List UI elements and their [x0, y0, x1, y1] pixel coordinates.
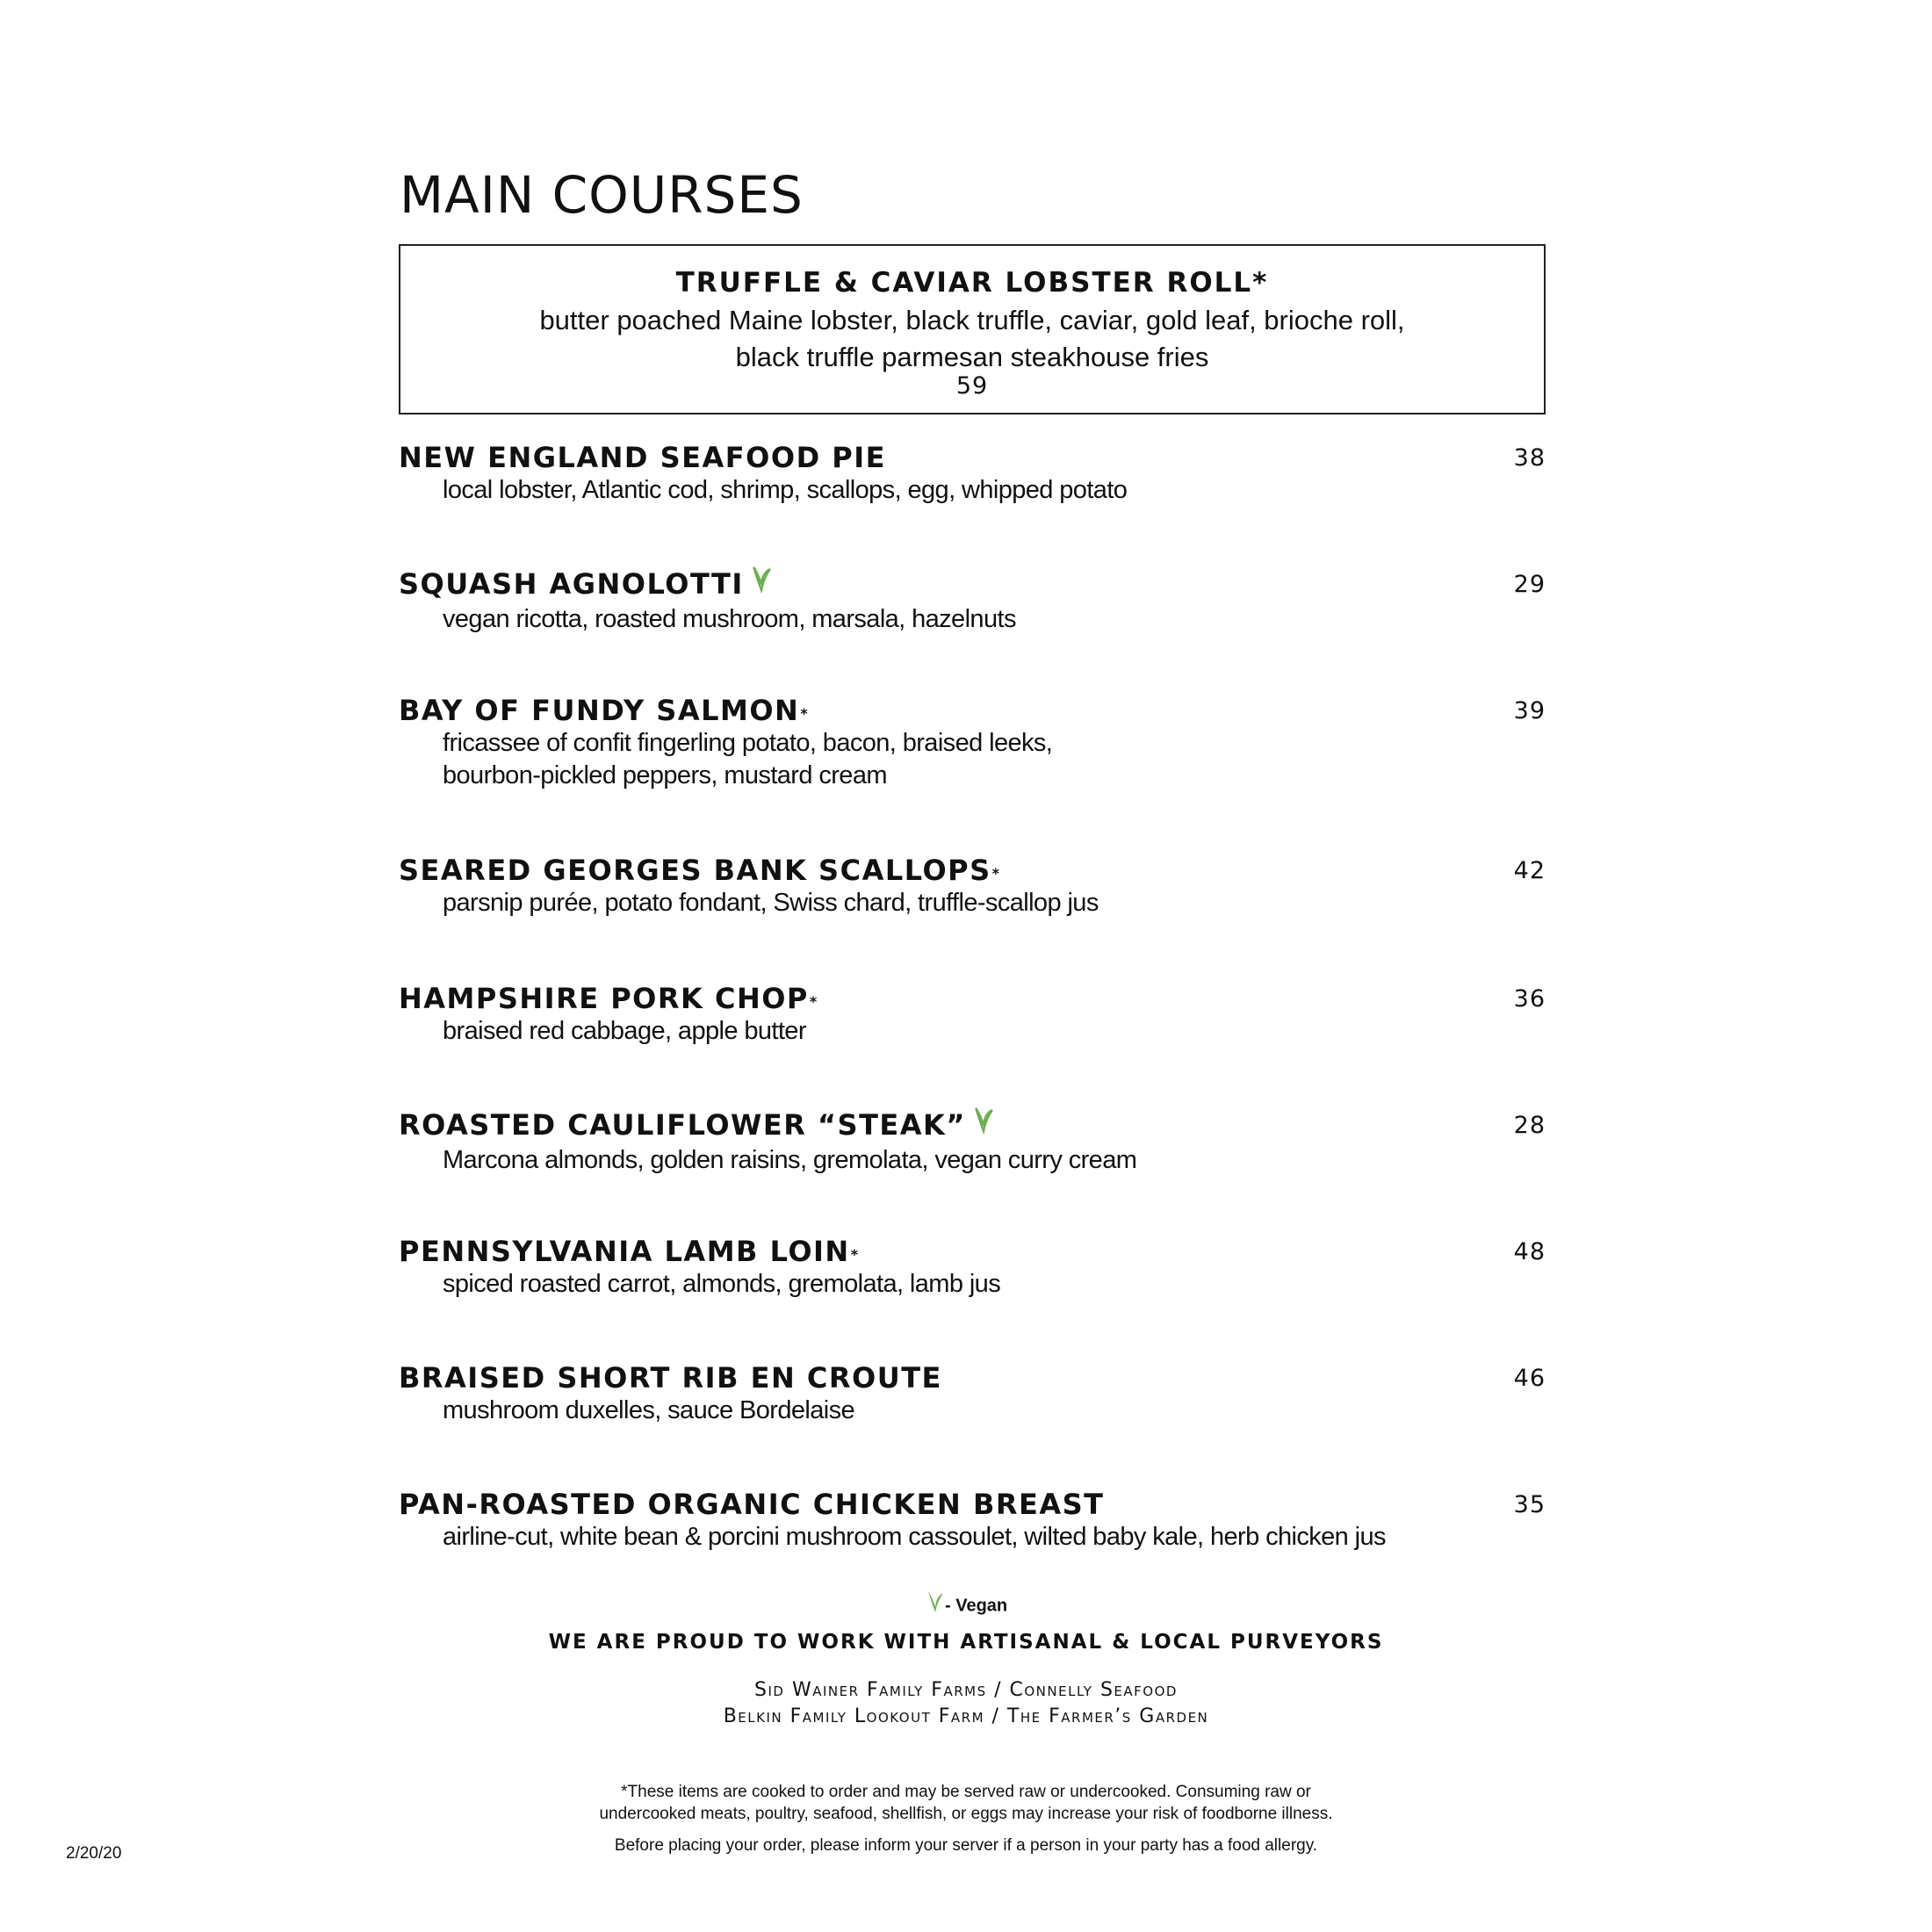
menu-item — [399, 694, 1546, 792]
raw-food-disclaimer — [0, 1781, 1932, 1825]
menu-item-price: 29 — [1513, 571, 1546, 598]
featured-item-name: TRUFFLE & CAVIAR LOBSTER ROLL* — [675, 267, 1269, 299]
menu-item-description: airline-cut, white bean & porcini mushroom cassoulet, wilted baby kale, herb chicken jus — [443, 1523, 1386, 1551]
featured-item-description — [400, 302, 1544, 376]
vegan-leaf-icon — [926, 1590, 945, 1619]
menu-item-name-row — [399, 441, 1546, 474]
menu-date: 2/20/20 — [66, 1844, 122, 1863]
menu-item-name: PAN-ROASTED ORGANIC CHICKEN BREAST — [399, 1488, 1105, 1521]
featured-item-price: 59 — [955, 372, 989, 400]
vegan-leaf-icon — [751, 565, 772, 600]
menu-item-price: 38 — [1513, 444, 1546, 472]
menu-item-price: 39 — [1513, 697, 1546, 724]
menu-item-price: 46 — [1513, 1365, 1546, 1392]
menu-item — [399, 1488, 1546, 1554]
purveyors-line-2: Belkin Family Lookout Farm / The Farmer’s Garden — [723, 1705, 1209, 1727]
menu-item-name-row — [399, 1235, 1546, 1268]
disclaimer-line-1: *These items are cooked to order and may be served raw or undercooked. Consuming raw or — [621, 1783, 1311, 1801]
menu-item-name: PENNSYLVANIA LAMB LOIN — [399, 1235, 850, 1268]
featured-item-box — [399, 244, 1546, 415]
menu-item — [399, 1108, 1546, 1177]
raw-warning-asterisk: * — [850, 1246, 860, 1263]
menu-item-description: vegan ricotta, roasted mushroom, marsala, hazelnuts — [443, 605, 1016, 633]
disclaimer-line-2: undercooked meats, poultry, seafood, shellfish, or eggs may increase your risk of foodborne illness. — [599, 1805, 1333, 1823]
menu-item — [399, 441, 1546, 507]
menu-item-name-row — [399, 1488, 1546, 1521]
vegan-legend — [926, 1591, 1007, 1621]
page-title: MAIN COURSES — [400, 165, 804, 225]
raw-warning-asterisk: * — [809, 993, 818, 1010]
vegan-leaf-icon — [973, 1106, 994, 1141]
menu-item-description: mushroom duxelles, sauce Bordelaise — [443, 1396, 855, 1424]
allergy-notice: Before placing your order, please inform your server if a person in your party has a food allergy. — [614, 1836, 1318, 1855]
menu-item-name: BAY OF FUNDY SALMON — [399, 694, 800, 727]
menu-item-name: SEARED GEORGES BANK SCALLOPS — [399, 854, 991, 887]
featured-desc-line-1: butter poached Maine lobster, black truffle, caviar, gold leaf, brioche roll, — [539, 305, 1405, 335]
menu-item-name: NEW ENGLAND SEAFOOD PIE — [399, 441, 886, 474]
menu-item-name: HAMPSHIRE PORK CHOP — [399, 982, 809, 1015]
menu-item-description: spiced roasted carrot, almonds, gremolata, lamb jus — [443, 1270, 1001, 1298]
menu-item-name-row — [399, 694, 1546, 727]
menu-item-name-row — [399, 982, 1546, 1015]
menu-item-name-row — [399, 854, 1546, 887]
menu-item-price: 42 — [1513, 857, 1546, 884]
vegan-legend-text: - Vegan — [945, 1596, 1008, 1616]
menu-item-description: local lobster, Atlantic cod, shrimp, scallops, egg, whipped potato — [443, 476, 1128, 504]
menu-item-name-row — [399, 567, 1546, 603]
raw-warning-asterisk: * — [800, 705, 810, 722]
menu-item-name: BRAISED SHORT RIB EN CROUTE — [399, 1361, 942, 1395]
purveyors-line-1: Sid Wainer Family Farms / Connelly Seafood — [754, 1679, 1178, 1701]
menu-item-price: 48 — [1513, 1238, 1546, 1265]
featured-desc-line-2: black truffle parmesan steakhouse fries — [735, 342, 1209, 372]
menu-item-description: parsnip purée, potato fondant, Swiss chard, truffle-scallop jus — [443, 889, 1099, 917]
menu-item-description: braised red cabbage, apple butter — [443, 1017, 806, 1045]
menu-item-price: 28 — [1513, 1112, 1546, 1139]
menu-item-description: fricassee of confit fingerling potato, bacon, braised leeks, — [443, 729, 1053, 757]
menu-item-name: ROASTED CAULIFLOWER “STEAK” — [399, 1108, 966, 1142]
menu-item-name-row — [399, 1361, 1546, 1395]
menu-item-name: SQUASH AGNOLOTTI — [399, 567, 744, 601]
menu-item — [399, 854, 1546, 919]
menu-item-description: bourbon-pickled peppers, mustard cream — [443, 761, 887, 789]
purveyors-list — [0, 1677, 1932, 1730]
raw-warning-asterisk: * — [991, 865, 1001, 882]
menu-item — [399, 1361, 1546, 1427]
menu-item — [399, 567, 1546, 636]
purveyors-heading: WE ARE PROUD TO WORK WITH ARTISANAL & LOCAL PURVEYORS — [548, 1631, 1384, 1654]
menu-item-description: Marcona almonds, golden raisins, gremolata, vegan curry cream — [443, 1146, 1137, 1174]
menu-item — [399, 1235, 1546, 1301]
menu-item — [399, 982, 1546, 1048]
menu-item-price: 36 — [1513, 985, 1546, 1013]
menu-item-price: 35 — [1513, 1491, 1546, 1518]
menu-item-name-row — [399, 1108, 1546, 1144]
